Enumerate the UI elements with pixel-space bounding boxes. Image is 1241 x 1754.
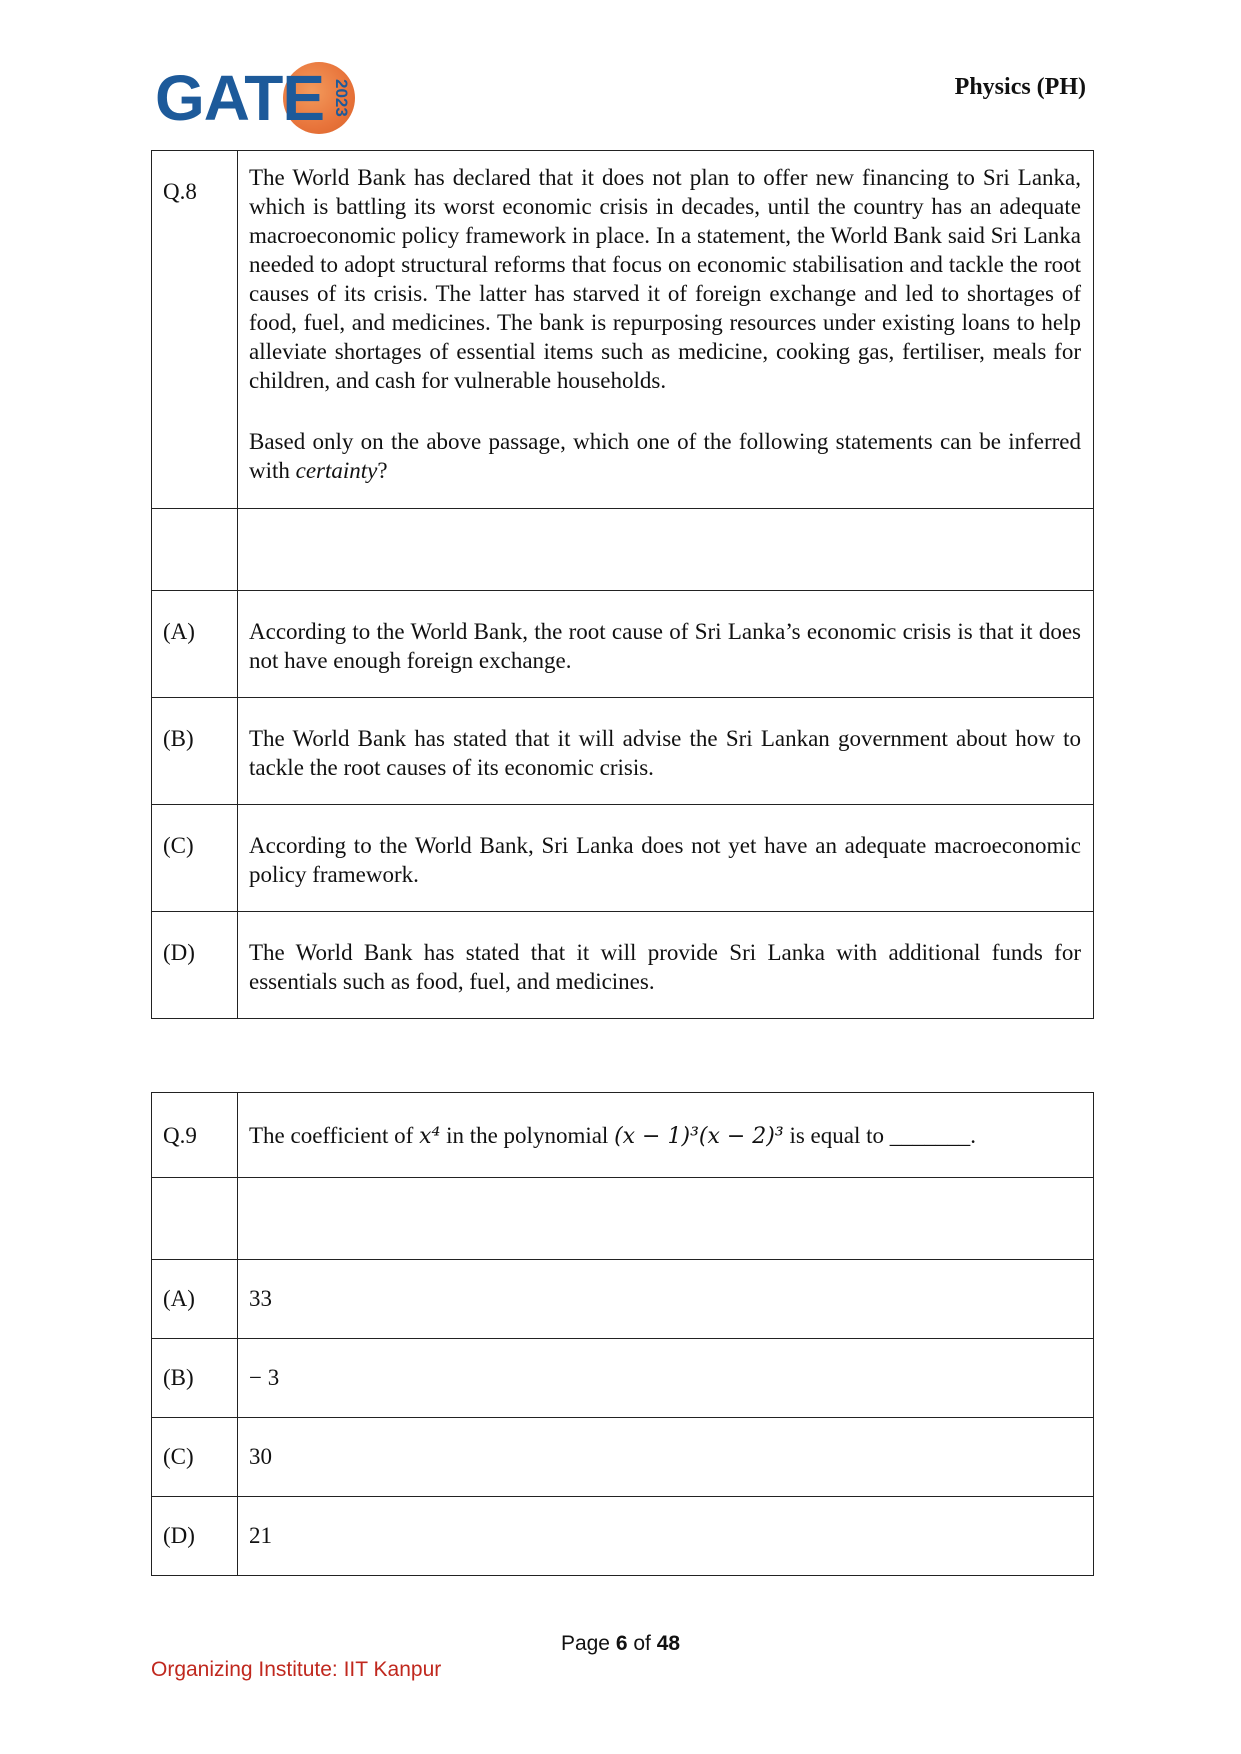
q9-text: in the polynomial xyxy=(440,1123,615,1148)
spacer-cell xyxy=(152,1178,238,1260)
page-prefix: Page xyxy=(560,1632,616,1655)
question-text xyxy=(238,1093,1094,1178)
option-row[interactable] xyxy=(152,1497,1094,1576)
question-text xyxy=(238,151,1094,509)
page-current: 6 xyxy=(615,1632,628,1655)
logo-text: GATE xyxy=(155,62,325,134)
page-total: 48 xyxy=(656,1632,681,1655)
option-text: − 3 xyxy=(238,1339,1094,1418)
option-text: 33 xyxy=(238,1260,1094,1339)
question-prompt xyxy=(249,427,1081,485)
spacer-row xyxy=(152,509,1094,591)
prompt-end: ? xyxy=(377,458,388,483)
option-row[interactable] xyxy=(152,1260,1094,1339)
question-9-table xyxy=(151,1092,1094,1576)
option-text: The World Bank has stated that it will provide Sri Lanka with additional funds for essentials such as food, fuel, and medicines. xyxy=(238,912,1094,1019)
option-label: (A) xyxy=(152,591,238,698)
question-number: Q.8 xyxy=(152,151,238,509)
passage: The World Bank has declared that it does not plan to offer new financing to Sri Lanka, which is battling its worst economic crisis in decades, until the country has an adequate macroeconomic policy framework in place. In a statement, the World Bank said Sri Lanka needed to adopt structural reforms that focus on economic stabilisation and tackle the root causes of its crisis. The latter has starved it of foreign exchange and led to shortages of food, fuel, and medicines. The bank is repurposing resources under existing loans to help alleviate shortages of essential items such as medicine, cooking gas, fertiliser, meals for children, and cash for vulnerable households. xyxy=(249,165,1081,393)
page-of: of xyxy=(627,1632,657,1655)
option-row[interactable] xyxy=(152,591,1094,698)
option-label: (D) xyxy=(152,912,238,1019)
subject-title: Physics (PH) xyxy=(954,74,1086,100)
option-text: According to the World Bank, the root cause of Sri Lanka’s economic crisis is that it does not have enough foreign exchange. xyxy=(238,591,1094,698)
option-text: The World Bank has stated that it will advise the Sri Lankan government about how to tackle the root causes of its economic crisis. xyxy=(238,698,1094,805)
option-row[interactable] xyxy=(152,698,1094,805)
spacer-cell xyxy=(152,509,238,591)
option-label: (B) xyxy=(152,698,238,805)
option-label: (D) xyxy=(152,1497,238,1576)
prompt-emphasis: certainty xyxy=(295,458,378,483)
option-label: (C) xyxy=(152,805,238,912)
spacer-row xyxy=(152,1178,1094,1260)
prompt-text: Based only on the above passage, which one of the following statements can be inferred with xyxy=(249,429,1081,483)
q9-text: The coefficient of xyxy=(249,1123,420,1148)
organizer-text: Organizing Institute: IIT Kanpur xyxy=(151,1658,442,1681)
q9-text: is equal to _______. xyxy=(783,1123,976,1148)
page-number xyxy=(0,1632,1241,1656)
spacer-cell xyxy=(238,1178,1094,1260)
option-row[interactable] xyxy=(152,1339,1094,1418)
option-label: (C) xyxy=(152,1418,238,1497)
question-row xyxy=(152,151,1094,509)
logo-year: 2023 xyxy=(332,79,351,117)
option-text: 21 xyxy=(238,1497,1094,1576)
option-label: (B) xyxy=(152,1339,238,1418)
math-polynomial: (x − 1)³(x − 2)³ xyxy=(614,1124,784,1149)
option-text: According to the World Bank, Sri Lanka does not yet have an adequate macroeconomic policy framework. xyxy=(238,805,1094,912)
option-row[interactable] xyxy=(152,1418,1094,1497)
math-term: x⁴ xyxy=(419,1124,441,1149)
gate-logo xyxy=(155,62,360,134)
option-row[interactable] xyxy=(152,805,1094,912)
question-row xyxy=(152,1093,1094,1178)
question-number: Q.9 xyxy=(152,1093,238,1178)
question-8-table xyxy=(151,150,1094,1019)
option-label: (A) xyxy=(152,1260,238,1339)
option-text: 30 xyxy=(238,1418,1094,1497)
option-row[interactable] xyxy=(152,912,1094,1019)
spacer-cell xyxy=(238,509,1094,591)
